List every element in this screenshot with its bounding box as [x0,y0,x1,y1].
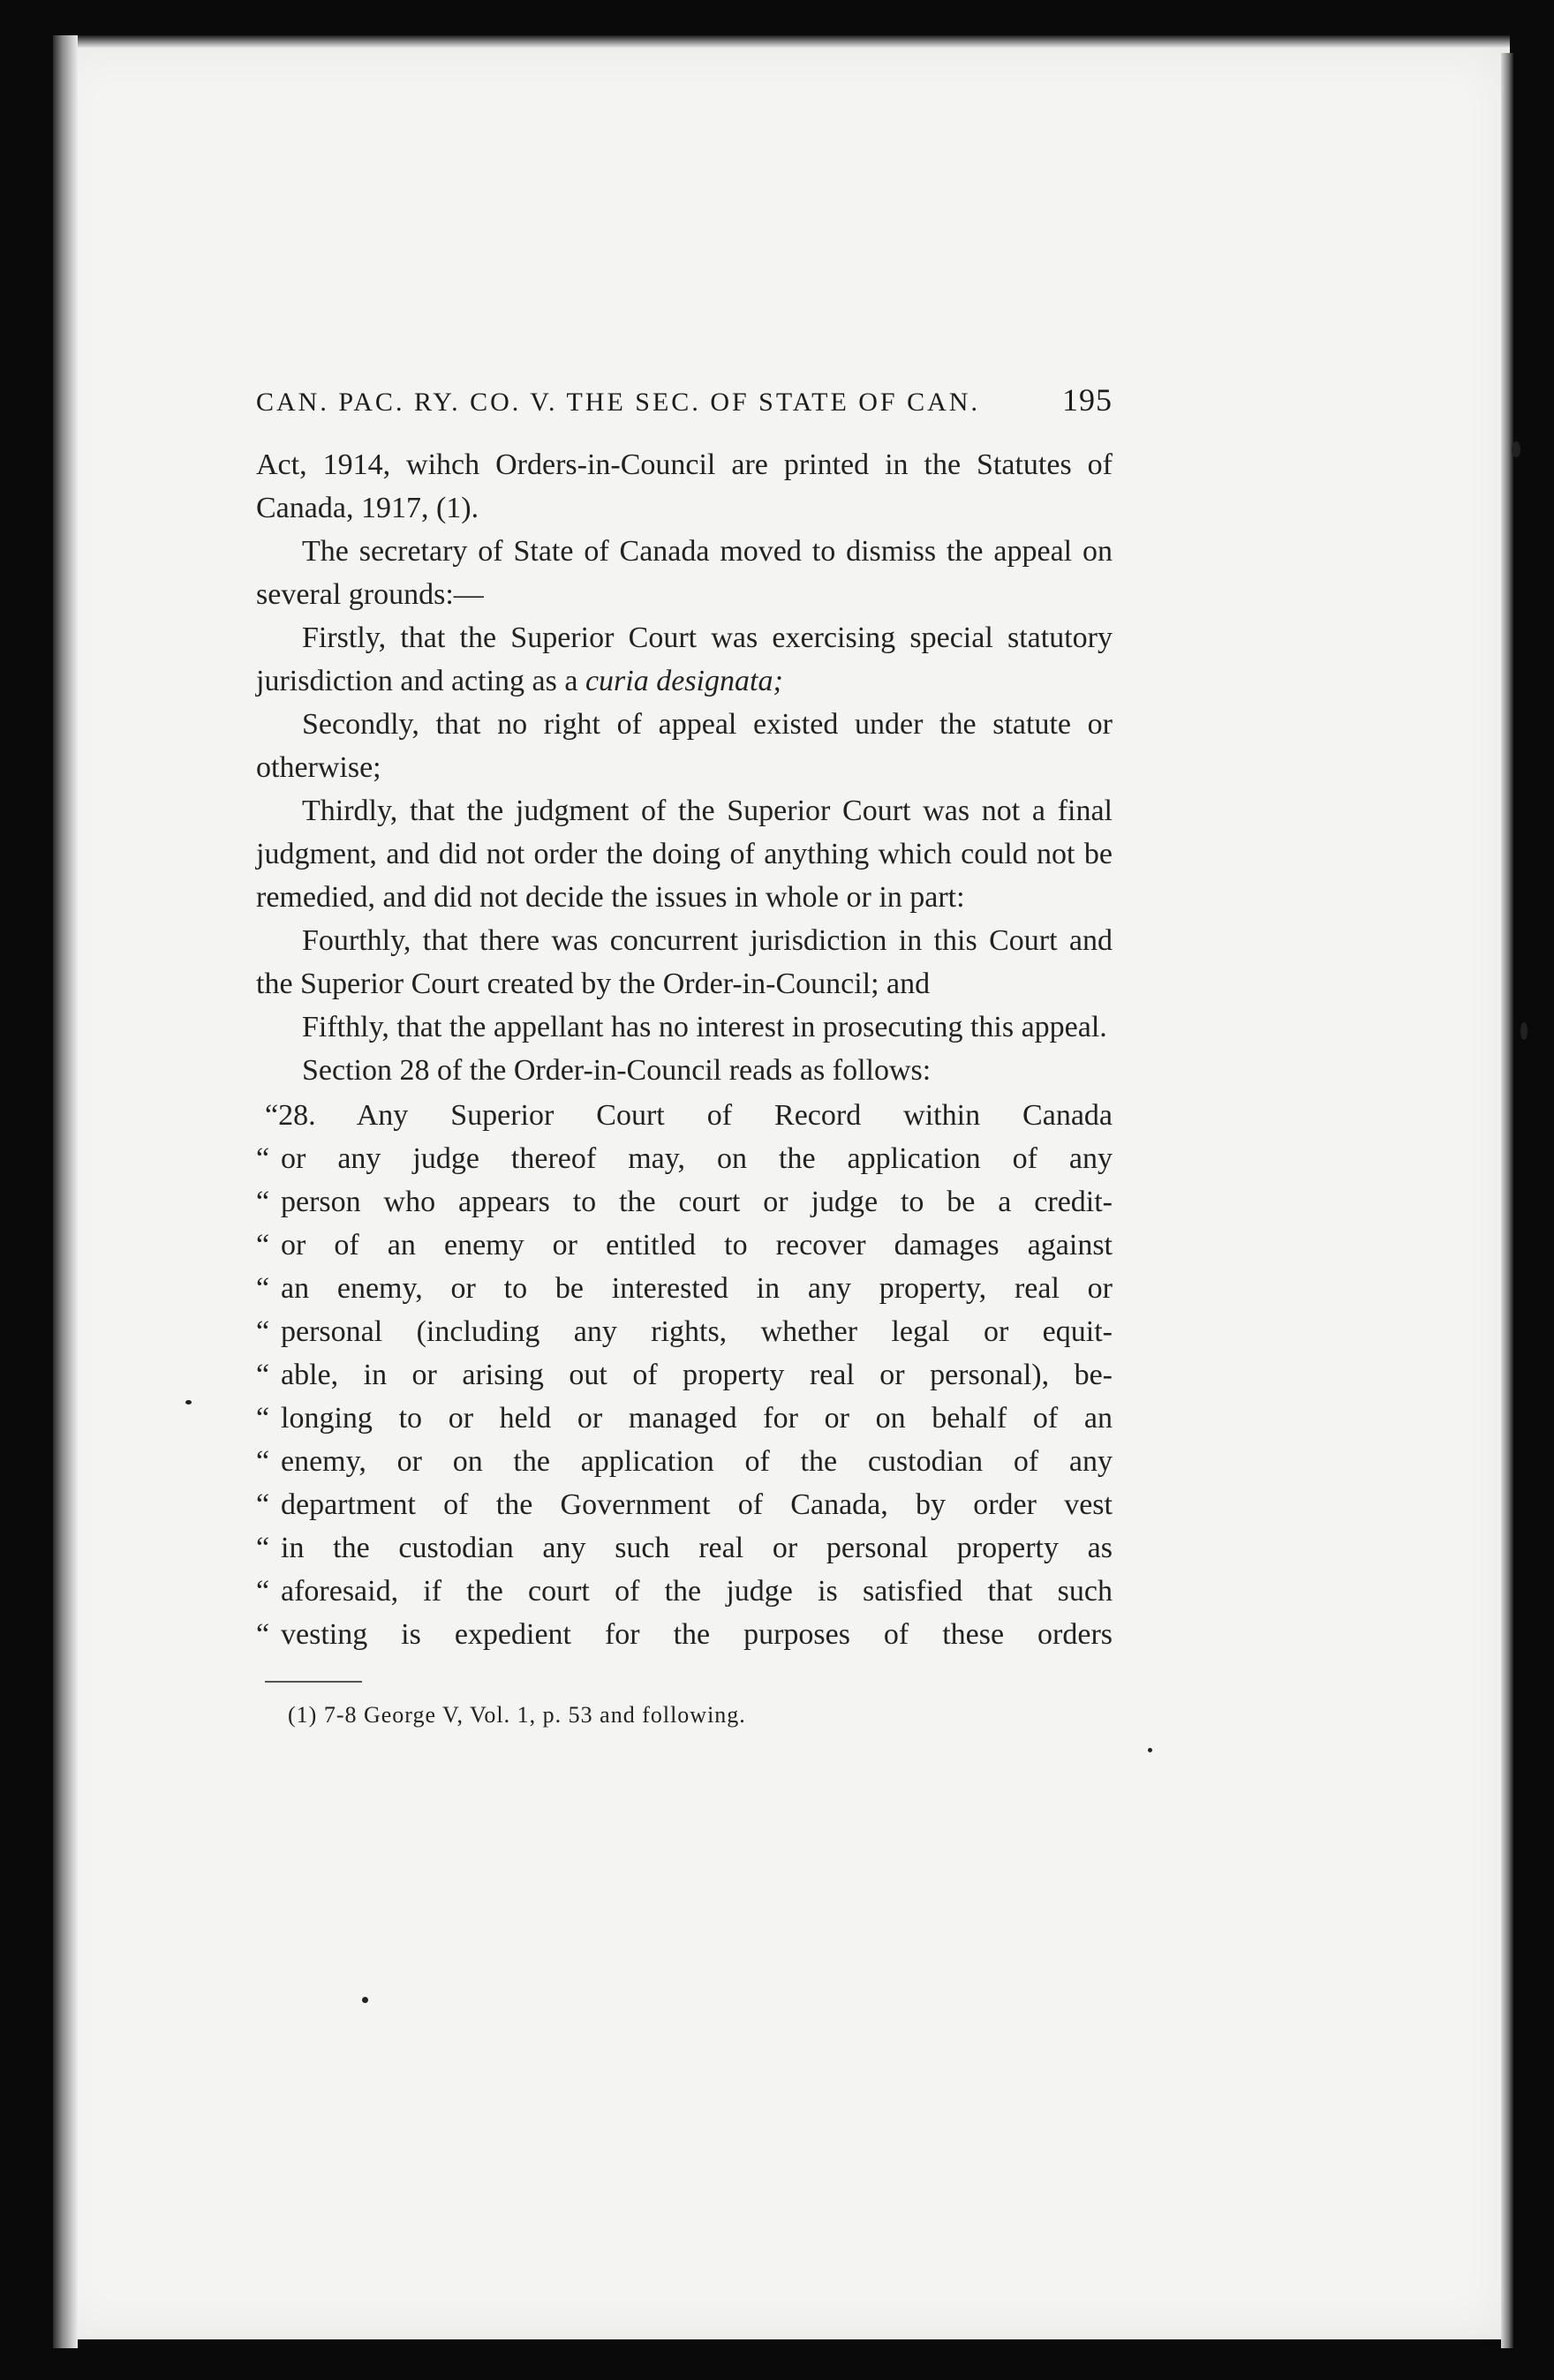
scan-speck [1512,441,1520,457]
page-right-edge [1501,53,1513,2348]
scan-speck [185,1400,192,1405]
footnote-rule [265,1681,362,1683]
quotation-line-text: aforesaid, if the court of the judge is satisfied that such [281,1575,1113,1608]
quotation-line-text: department of the Government of Canada, by order vest [281,1488,1113,1521]
quotation-line-text: enemy, or on the application of the custodian of any [281,1445,1113,1478]
quotation-line [256,1137,1113,1180]
quote-mark: “ [256,1532,270,1564]
quote-mark: “ [256,1272,270,1305]
quotation-line [256,1570,1113,1613]
paragraph-text: Firstly, that the Superior Court was exercising special statutory jurisdiction and acting as a [256,621,1113,697]
paragraph: Fourthly, that there was concurrent jurisdiction in this Court and the Superior Court created by the Order-in-Council; and [256,924,1113,1000]
quotation-line [256,1613,1113,1656]
quotation-line [256,1440,1113,1483]
quotation [256,1094,1113,1656]
paragraph: Act, 1914, wihch Orders-in-Council are printed in the Statutes of Canada, 1917, (1). [256,448,1113,524]
paragraph: Thirdly, that the judgment of the Superior Court was not a final judgment, and did not order the doing of anything which could not be remedied, and did not decide the issues in whole or in part: [256,795,1113,914]
page-binding-edge [53,35,78,2348]
running-head-title: CAN. PAC. RY. CO. V. THE SEC. OF STATE OF CAN. [256,388,980,417]
quotation-line [256,1267,1113,1310]
quotation-line-text: person who appears to the court or judge to be a credit- [281,1186,1113,1218]
paragraph: The secretary of State of Canada moved to dismiss the appeal on several grounds:— [256,535,1113,611]
quote-mark: “ [256,1402,270,1435]
scan-speck [1520,1022,1528,1040]
quote-mark: “ [256,1229,270,1262]
quotation-line [256,1310,1113,1353]
quotation-line-text: an enemy, or to be interested in any property, real or [281,1272,1113,1305]
quotation-line [256,1094,1113,1137]
quotation-line-text: or any judge thereof may, on the application of any [281,1142,1113,1175]
scan-speck [362,1997,368,2003]
quote-mark: “ [256,1186,270,1218]
quotation-line [256,1526,1113,1570]
quotation-line [256,1224,1113,1267]
quote-mark: “ [256,1618,270,1651]
quotation-line-text: able, in or arising out of property real or personal), be- [281,1359,1113,1391]
paragraph: Section 28 of the Order-in-Council reads as follows: [302,1054,932,1087]
quotation-line [256,1397,1113,1440]
page-top-edge [71,35,1510,48]
quotation-line-text: longing to or held or managed for or on behalf of an [281,1402,1113,1435]
italic-phrase: curia designata; [585,665,783,697]
quotation-line-text: vesting is expedient for the purposes of these orders [281,1618,1113,1651]
quote-mark: “ [256,1488,270,1521]
quotation-line-text: or of an enemy or entitled to recover damages against [281,1229,1113,1262]
quotation-line-text: personal (including any rights, whether legal or equit- [281,1315,1113,1348]
quotation-line-text: in the custodian any such real or personal property as [281,1532,1113,1564]
quote-mark: “ [256,1142,270,1175]
scan-speck [1148,1748,1152,1752]
paragraph: Secondly, that no right of appeal existed under the statute or otherwise; [256,708,1113,784]
quotation-line [256,1483,1113,1526]
page-number: 195 [1062,382,1113,418]
paragraph: Fifthly, that the appellant has no interest in prosecuting this appeal. [302,1011,1107,1043]
page-text [256,381,1113,1730]
quote-mark: “ [256,1359,270,1391]
paragraph [256,616,1113,703]
running-head [256,381,1113,418]
quotation-line-text: “28. Any Superior Court of Record within Canada [265,1099,1113,1132]
quote-mark: “ [256,1445,270,1478]
footnote: (1) 7-8 George V, Vol. 1, p. 53 and following. [288,1702,746,1728]
quotation-line [256,1180,1113,1224]
quote-mark: “ [256,1315,270,1348]
quotation-line [256,1353,1113,1397]
quote-mark: “ [256,1575,270,1608]
